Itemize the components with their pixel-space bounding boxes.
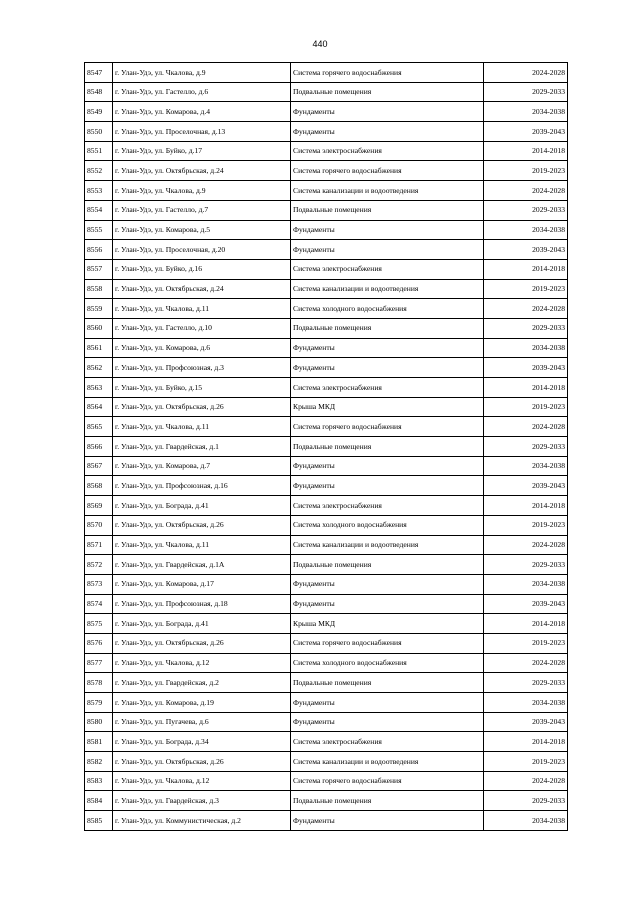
repair-period-cell: 2019-2023 xyxy=(484,279,568,299)
table-row xyxy=(85,122,568,142)
repair-period-cell: 2029-2033 xyxy=(484,200,568,220)
building-system-cell: Система электроснабжения xyxy=(291,732,484,752)
table-row xyxy=(85,732,568,752)
row-number-cell: 8559 xyxy=(85,299,113,319)
building-system-cell: Фундаменты xyxy=(291,102,484,122)
row-number-cell: 8571 xyxy=(85,535,113,555)
repair-period-cell: 2024-2028 xyxy=(484,771,568,791)
building-system-cell: Система холодного водоснабжения xyxy=(291,299,484,319)
address-cell: г. Улан-Удэ, ул. Октябрьская, д.24 xyxy=(113,161,291,181)
row-number-cell: 8564 xyxy=(85,397,113,417)
row-number-cell: 8556 xyxy=(85,240,113,260)
table-row xyxy=(85,811,568,831)
row-number-cell: 8574 xyxy=(85,594,113,614)
repair-period-cell: 2039-2043 xyxy=(484,476,568,496)
building-system-cell: Фундаменты xyxy=(291,220,484,240)
table-row xyxy=(85,318,568,338)
repair-period-cell: 2039-2043 xyxy=(484,358,568,378)
table-row xyxy=(85,476,568,496)
row-number-cell: 8554 xyxy=(85,200,113,220)
building-system-cell: Подвальные помещения xyxy=(291,437,484,457)
building-system-cell: Система канализации и водоотведения xyxy=(291,535,484,555)
address-cell: г. Улан-Удэ, ул. Бограда, д.41 xyxy=(113,614,291,634)
table-row xyxy=(85,200,568,220)
address-cell: г. Улан-Удэ, ул. Гастелло, д.10 xyxy=(113,318,291,338)
address-cell: г. Улан-Удэ, ул. Чкалова, д.11 xyxy=(113,417,291,437)
repair-period-cell: 2034-2038 xyxy=(484,338,568,358)
building-system-cell: Система электроснабжения xyxy=(291,378,484,398)
building-system-cell: Фундаменты xyxy=(291,240,484,260)
building-system-cell: Система холодного водоснабжения xyxy=(291,515,484,535)
building-system-cell: Подвальные помещения xyxy=(291,318,484,338)
building-system-cell: Фундаменты xyxy=(291,456,484,476)
address-cell: г. Улан-Удэ, ул. Комарова, д.6 xyxy=(113,338,291,358)
building-system-cell: Крыша МКД xyxy=(291,397,484,417)
address-cell: г. Улан-Удэ, ул. Октябрьская, д.26 xyxy=(113,752,291,772)
row-number-cell: 8551 xyxy=(85,141,113,161)
row-number-cell: 8549 xyxy=(85,102,113,122)
building-system-cell: Фундаменты xyxy=(291,122,484,142)
row-number-cell: 8550 xyxy=(85,122,113,142)
address-cell: г. Улан-Удэ, ул. Чкалова, д.11 xyxy=(113,299,291,319)
address-cell: г. Улан-Удэ, ул. Комарова, д.5 xyxy=(113,220,291,240)
repair-period-cell: 2034-2038 xyxy=(484,693,568,713)
table-row xyxy=(85,358,568,378)
address-cell: г. Улан-Удэ, ул. Буйко, д.17 xyxy=(113,141,291,161)
building-system-cell: Система канализации и водоотведения xyxy=(291,279,484,299)
table-row xyxy=(85,378,568,398)
table-row xyxy=(85,614,568,634)
page-number: 440 xyxy=(312,39,328,49)
building-system-cell: Фундаменты xyxy=(291,594,484,614)
repair-period-cell: 2024-2028 xyxy=(484,417,568,437)
row-number-cell: 8562 xyxy=(85,358,113,378)
address-cell: г. Улан-Удэ, ул. Гвардейская, д.3 xyxy=(113,791,291,811)
table-row xyxy=(85,555,568,575)
building-system-cell: Подвальные помещения xyxy=(291,673,484,693)
address-cell: г. Улан-Удэ, ул. Коммунистическая, д.2 xyxy=(113,811,291,831)
address-cell: г. Улан-Удэ, ул. Чкалова, д.12 xyxy=(113,771,291,791)
repair-period-cell: 2014-2018 xyxy=(484,378,568,398)
building-system-cell: Фундаменты xyxy=(291,693,484,713)
row-number-cell: 8558 xyxy=(85,279,113,299)
table-row xyxy=(85,82,568,102)
repair-period-cell: 2014-2018 xyxy=(484,141,568,161)
repair-period-cell: 2029-2033 xyxy=(484,555,568,575)
table-row xyxy=(85,417,568,437)
repair-period-cell: 2034-2038 xyxy=(484,811,568,831)
address-cell: г. Улан-Удэ, ул. Комарова, д.4 xyxy=(113,102,291,122)
repair-period-cell: 2014-2018 xyxy=(484,732,568,752)
repair-period-cell: 2024-2028 xyxy=(484,535,568,555)
building-system-cell: Система электроснабжения xyxy=(291,259,484,279)
table-row xyxy=(85,437,568,457)
row-number-cell: 8570 xyxy=(85,515,113,535)
building-system-cell: Система электроснабжения xyxy=(291,496,484,516)
repair-period-cell: 2029-2033 xyxy=(484,673,568,693)
address-cell: г. Улан-Удэ, ул. Профсоюзная, д.3 xyxy=(113,358,291,378)
row-number-cell: 8581 xyxy=(85,732,113,752)
repair-period-cell: 2024-2028 xyxy=(484,181,568,201)
building-system-cell: Система холодного водоснабжения xyxy=(291,653,484,673)
row-number-cell: 8577 xyxy=(85,653,113,673)
repair-period-cell: 2039-2043 xyxy=(484,122,568,142)
repair-period-cell: 2024-2028 xyxy=(484,63,568,83)
building-system-cell: Система горячего водоснабжения xyxy=(291,771,484,791)
table-row xyxy=(85,259,568,279)
row-number-cell: 8552 xyxy=(85,161,113,181)
table-row xyxy=(85,456,568,476)
repair-period-cell: 2034-2038 xyxy=(484,102,568,122)
address-cell: г. Улан-Удэ, ул. Чкалова, д.11 xyxy=(113,535,291,555)
building-system-cell: Система канализации и водоотведения xyxy=(291,752,484,772)
address-cell: г. Улан-Удэ, ул. Гастелло, д.7 xyxy=(113,200,291,220)
row-number-cell: 8560 xyxy=(85,318,113,338)
building-system-cell: Система горячего водоснабжения xyxy=(291,633,484,653)
repair-period-cell: 2029-2033 xyxy=(484,318,568,338)
table-row xyxy=(85,693,568,713)
table-row xyxy=(85,594,568,614)
row-number-cell: 8585 xyxy=(85,811,113,831)
row-number-cell: 8569 xyxy=(85,496,113,516)
repair-period-cell: 2024-2028 xyxy=(484,653,568,673)
repair-period-cell: 2014-2018 xyxy=(484,259,568,279)
address-cell: г. Улан-Удэ, ул. Проселочная, д.20 xyxy=(113,240,291,260)
address-cell: г. Улан-Удэ, ул. Комарова, д.17 xyxy=(113,574,291,594)
repair-period-cell: 2039-2043 xyxy=(484,594,568,614)
building-system-cell: Фундаменты xyxy=(291,476,484,496)
row-number-cell: 8567 xyxy=(85,456,113,476)
row-number-cell: 8555 xyxy=(85,220,113,240)
table-row xyxy=(85,673,568,693)
address-cell: г. Улан-Удэ, ул. Гвардейская, д.1А xyxy=(113,555,291,575)
table-row xyxy=(85,496,568,516)
address-cell: г. Улан-Удэ, ул. Комарова, д.19 xyxy=(113,693,291,713)
repair-period-cell: 2029-2033 xyxy=(484,791,568,811)
row-number-cell: 8553 xyxy=(85,181,113,201)
building-system-cell: Крыша МКД xyxy=(291,614,484,634)
building-system-cell: Фундаменты xyxy=(291,574,484,594)
table-row xyxy=(85,279,568,299)
table-row xyxy=(85,397,568,417)
row-number-cell: 8568 xyxy=(85,476,113,496)
repair-period-cell: 2039-2043 xyxy=(484,712,568,732)
registry-table-body xyxy=(85,63,568,831)
address-cell: г. Улан-Удэ, ул. Профсоюзная, д.18 xyxy=(113,594,291,614)
table-row xyxy=(85,574,568,594)
repair-period-cell: 2029-2033 xyxy=(484,82,568,102)
address-cell: г. Улан-Удэ, ул. Бограда, д.41 xyxy=(113,496,291,516)
repair-period-cell: 2034-2038 xyxy=(484,456,568,476)
registry-table xyxy=(84,62,568,831)
address-cell: г. Улан-Удэ, ул. Гвардейская, д.1 xyxy=(113,437,291,457)
building-system-cell: Фундаменты xyxy=(291,338,484,358)
address-cell: г. Улан-Удэ, ул. Октябрьская, д.26 xyxy=(113,397,291,417)
repair-period-cell: 2014-2018 xyxy=(484,614,568,634)
address-cell: г. Улан-Удэ, ул. Чкалова, д.12 xyxy=(113,653,291,673)
address-cell: г. Улан-Удэ, ул. Пугачева, д.6 xyxy=(113,712,291,732)
table-row xyxy=(85,771,568,791)
row-number-cell: 8565 xyxy=(85,417,113,437)
table-row xyxy=(85,515,568,535)
building-system-cell: Система горячего водоснабжения xyxy=(291,161,484,181)
repair-period-cell: 2019-2023 xyxy=(484,161,568,181)
table-row xyxy=(85,240,568,260)
building-system-cell: Система горячего водоснабжения xyxy=(291,63,484,83)
repair-period-cell: 2024-2028 xyxy=(484,299,568,319)
building-system-cell: Подвальные помещения xyxy=(291,791,484,811)
address-cell: г. Улан-Удэ, ул. Гвардейская, д.2 xyxy=(113,673,291,693)
table-row xyxy=(85,141,568,161)
table-row xyxy=(85,712,568,732)
table-row xyxy=(85,63,568,83)
row-number-cell: 8579 xyxy=(85,693,113,713)
address-cell: г. Улан-Удэ, ул. Бограда, д.34 xyxy=(113,732,291,752)
repair-period-cell: 2034-2038 xyxy=(484,574,568,594)
building-system-cell: Фундаменты xyxy=(291,712,484,732)
row-number-cell: 8584 xyxy=(85,791,113,811)
building-system-cell: Система электроснабжения xyxy=(291,141,484,161)
row-number-cell: 8563 xyxy=(85,378,113,398)
building-system-cell: Система горячего водоснабжения xyxy=(291,417,484,437)
repair-period-cell: 2019-2023 xyxy=(484,633,568,653)
table-row xyxy=(85,653,568,673)
table-row xyxy=(85,791,568,811)
repair-period-cell: 2019-2023 xyxy=(484,397,568,417)
table-row xyxy=(85,102,568,122)
address-cell: г. Улан-Удэ, ул. Октябрьская, д.26 xyxy=(113,633,291,653)
table-row xyxy=(85,161,568,181)
address-cell: г. Улан-Удэ, ул. Проселочная, д.13 xyxy=(113,122,291,142)
row-number-cell: 8573 xyxy=(85,574,113,594)
repair-period-cell: 2014-2018 xyxy=(484,496,568,516)
row-number-cell: 8576 xyxy=(85,633,113,653)
table-row xyxy=(85,752,568,772)
table-row xyxy=(85,220,568,240)
address-cell: г. Улан-Удэ, ул. Буйко, д.16 xyxy=(113,259,291,279)
row-number-cell: 8548 xyxy=(85,82,113,102)
building-system-cell: Фундаменты xyxy=(291,358,484,378)
row-number-cell: 8582 xyxy=(85,752,113,772)
row-number-cell: 8580 xyxy=(85,712,113,732)
building-system-cell: Фундаменты xyxy=(291,811,484,831)
row-number-cell: 8557 xyxy=(85,259,113,279)
row-number-cell: 8566 xyxy=(85,437,113,457)
table-row xyxy=(85,181,568,201)
row-number-cell: 8578 xyxy=(85,673,113,693)
address-cell: г. Улан-Удэ, ул. Чкалова, д.9 xyxy=(113,181,291,201)
row-number-cell: 8547 xyxy=(85,63,113,83)
address-cell: г. Улан-Удэ, ул. Октябрьская, д.26 xyxy=(113,515,291,535)
building-system-cell: Подвальные помещения xyxy=(291,82,484,102)
repair-period-cell: 2019-2023 xyxy=(484,515,568,535)
repair-period-cell: 2029-2033 xyxy=(484,437,568,457)
building-system-cell: Подвальные помещения xyxy=(291,555,484,575)
repair-period-cell: 2019-2023 xyxy=(484,752,568,772)
address-cell: г. Улан-Удэ, ул. Профсоюзная, д.16 xyxy=(113,476,291,496)
row-number-cell: 8583 xyxy=(85,771,113,791)
row-number-cell: 8575 xyxy=(85,614,113,634)
building-system-cell: Подвальные помещения xyxy=(291,200,484,220)
address-cell: г. Улан-Удэ, ул. Чкалова, д.9 xyxy=(113,63,291,83)
row-number-cell: 8572 xyxy=(85,555,113,575)
table-row xyxy=(85,633,568,653)
row-number-cell: 8561 xyxy=(85,338,113,358)
address-cell: г. Улан-Удэ, ул. Октябрьская, д.24 xyxy=(113,279,291,299)
repair-period-cell: 2039-2043 xyxy=(484,240,568,260)
table-row xyxy=(85,535,568,555)
table-row xyxy=(85,299,568,319)
repair-period-cell: 2034-2038 xyxy=(484,220,568,240)
address-cell: г. Улан-Удэ, ул. Комарова, д.7 xyxy=(113,456,291,476)
building-system-cell: Система канализации и водоотведения xyxy=(291,181,484,201)
table-row xyxy=(85,338,568,358)
address-cell: г. Улан-Удэ, ул. Гастелло, д.6 xyxy=(113,82,291,102)
address-cell: г. Улан-Удэ, ул. Буйко, д.15 xyxy=(113,378,291,398)
